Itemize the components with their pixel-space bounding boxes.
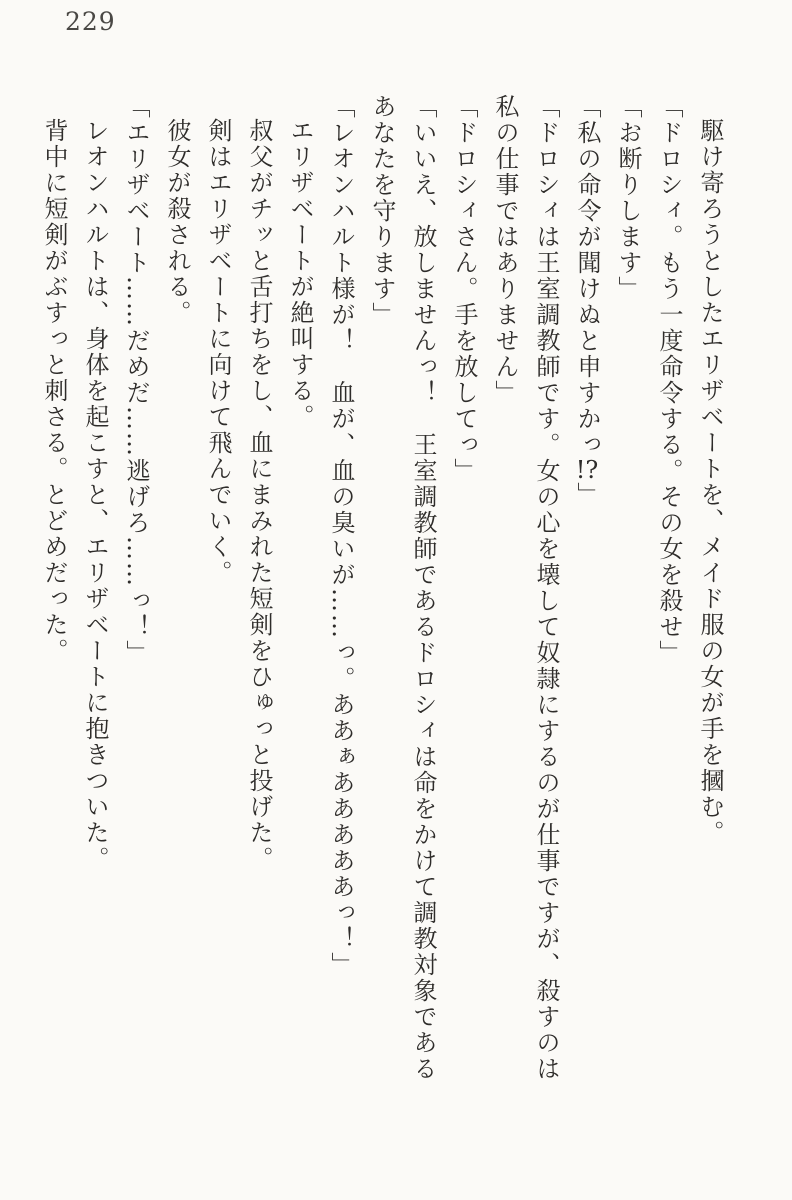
page-number: 229 (65, 7, 116, 36)
text-line: 彼女が殺される。 (163, 118, 191, 326)
text-line: 「エリザベート……だめだ……逃げろ……っ！」 (122, 94, 150, 666)
tcy-run: !? (575, 458, 599, 482)
text-line: 駆け寄ろうとしたエリザベートを、メイド服の女が手を摑む。 (696, 118, 724, 846)
text-line: 「ドロシィさん。手を放してっ」 (450, 94, 478, 484)
text-line: エリザベートが絶叫する。 (286, 118, 314, 430)
text-line: あなたを守ります」 (368, 94, 396, 328)
text-line: 叔父がチッと舌打ちをし、血にまみれた短剣をひゅっと投げた。 (245, 118, 273, 872)
text-line: 「いいえ、放しませんっ！ 王室調教師であるドロシィは命をかけて調教対象である (409, 94, 437, 1082)
vertical-text-block (33, 94, 730, 1130)
text-line: 「私の命令が聞けぬと申すかっ!?」 (573, 94, 601, 508)
text-line: 「レオンハルト様が！ 血が、血の臭いが……っ。ああぁあああああっ！」 (327, 94, 355, 978)
text-line: 背中に短剣がぶすっと刺さる。とどめだった。 (40, 118, 68, 664)
text-line: 私の仕事ではありません」 (491, 94, 519, 406)
text-line: 「ドロシィは王室調教師です。女の心を壊して奴隷にするのが仕事ですが、殺すのは (532, 94, 560, 1082)
text-line: 剣はエリザベートに向けて飛んでいく。 (204, 118, 232, 586)
text-line: レオンハルトは、身体を起こすと、エリザベートに抱きついた。 (81, 118, 109, 872)
text-line: 「ドロシィ。もう一度命令する。その女を殺せ」 (655, 94, 683, 666)
text-line: 「お断りします」 (614, 94, 642, 302)
